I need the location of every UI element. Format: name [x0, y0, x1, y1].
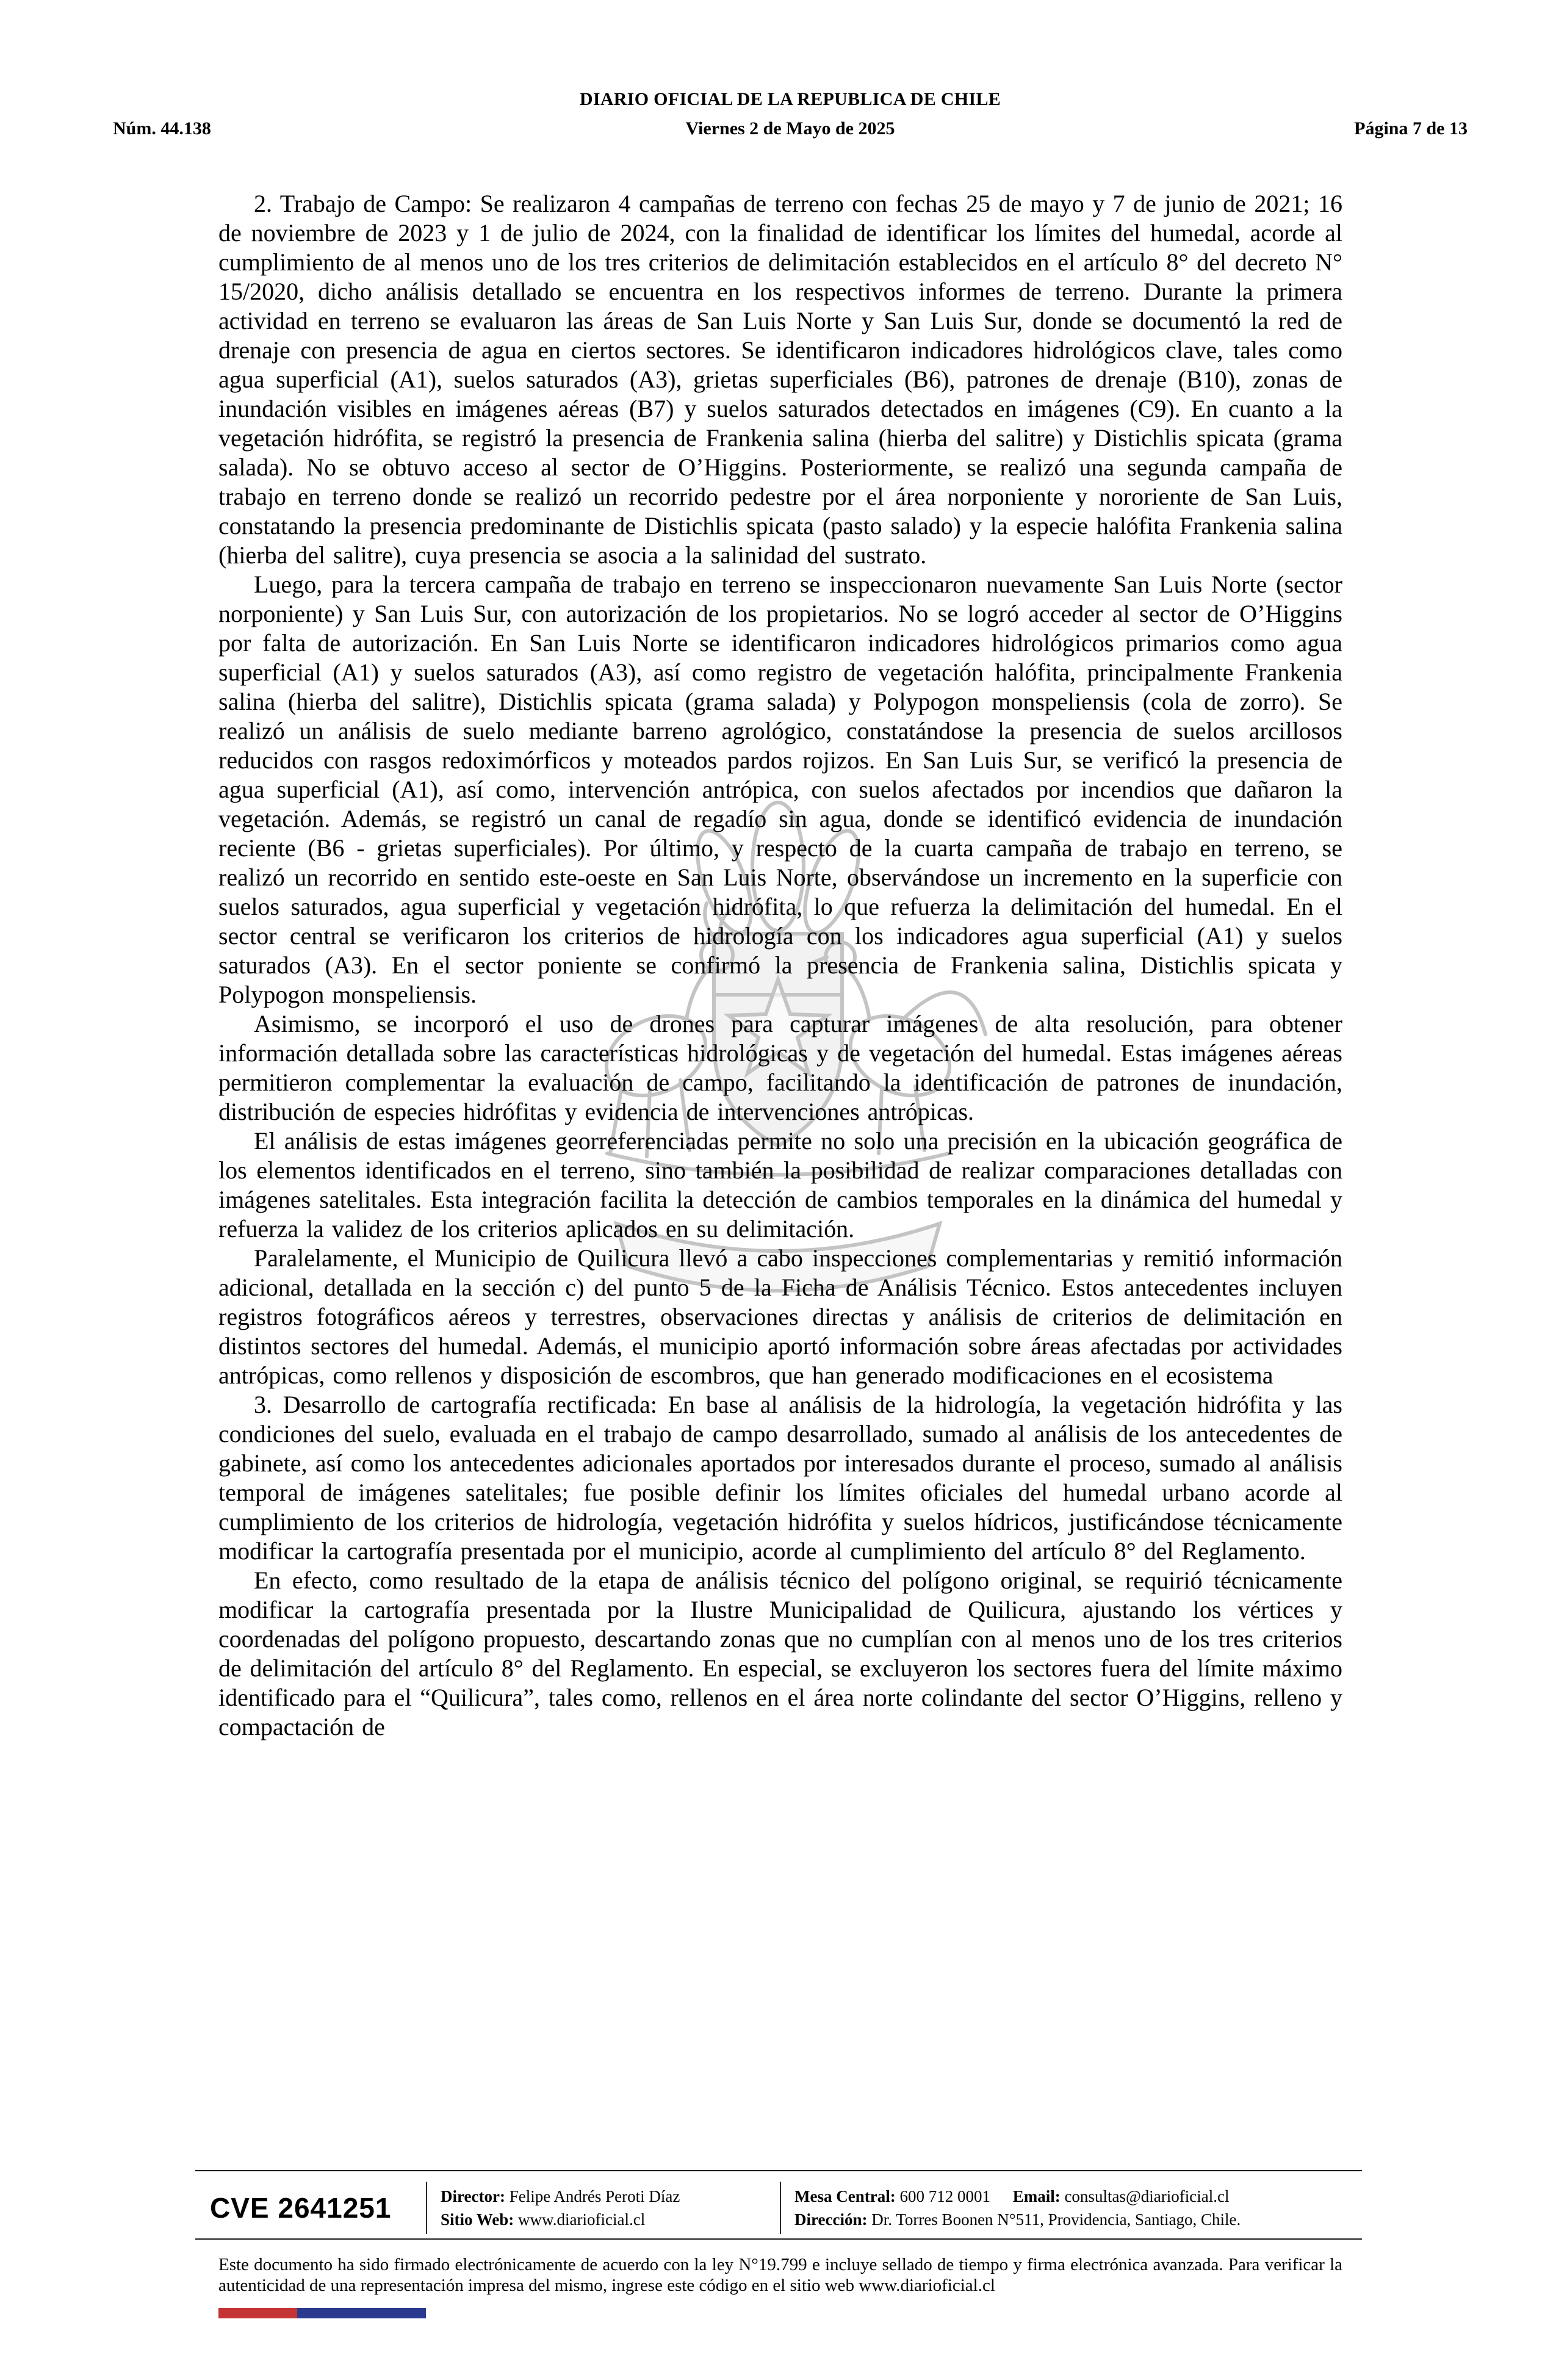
page-header	[113, 89, 1468, 139]
footer-info-bar	[195, 2179, 1362, 2237]
body-paragraph-5: Paralelamente, el Municipio de Quilicura llevó a cabo inspecciones complementarias y remitió información adicional, detallada en la sección c) del punto 5 de la Ficha de Análisis Técnico. Estos antecedentes incluyen registros fotográficos aéreos y terrestres, observaciones directas y análisis de criterios de delimitación en distintos sectores del humedal. Además, el municipio aportó información sobre áreas afectadas por actividades antrópicas, como rellenos y disposición de escombros, que han generado modificaciones en el ecosistema	[218, 1244, 1342, 1389]
header-meta-row	[113, 118, 1468, 139]
body-paragraph-4: El análisis de estas imágenes georreferenciadas permite no solo una precisión en la ubicación geográfica de los elementos identificados en el terreno, sino también la posibilidad de realizar comparaciones detalladas con imágenes satelitales. Esta integración facilita la detección de cambios temporales en la dinámica del humedal y refuerza la validez de los criterios aplicados en su delimitación.	[218, 1127, 1342, 1242]
website-label: Sitio Web:	[441, 2210, 514, 2229]
issue-number: Núm. 44.138	[113, 118, 211, 139]
legal-disclaimer: Este documento ha sido firmado electrónicamente de acuerdo con la ley N°19.799 e incluye sellado de tiempo y firma electrónica avanzada. Para verificar la autenticidad de una representación impresa del mismo, ingrese este código en el sitio web www.diarioficial.cl	[218, 2255, 1342, 2295]
address-label: Dirección:	[794, 2210, 868, 2229]
page-indicator: Página 7 de 13	[1354, 118, 1468, 139]
footer-contact-cell	[781, 2182, 1362, 2234]
body-paragraph-7: En efecto, como resultado de la etapa de análisis técnico del polígono original, se requirió técnicamente modificar la cartografía presentada por la Ilustre Municipalidad de Quilicura, ajustando los vértices y coordenadas del polígono propuesto, descartando zonas que no cumplían con al menos uno de los tres criterios de delimitación del artículo 8° del Reglamento. En especial, se excluyeron los sectores fuera del límite máximo identificado para el “Quilicura”, tales como, rellenos en el área norte colindante del sector O’Higgins, relleno y compactación de	[218, 1567, 1342, 1740]
website-value: www.diarioficial.cl	[518, 2210, 646, 2229]
address-value: Dr. Torres Boonen N°511, Providencia, Santiago, Chile.	[871, 2210, 1241, 2229]
email-value: consultas@diarioficial.cl	[1064, 2187, 1230, 2205]
body-paragraph-1: 2. Trabajo de Campo: Se realizaron 4 campañas de terreno con fechas 25 de mayo y 7 de junio de 2021; 16 de noviembre de 2023 y 1 de julio de 2024, con la finalidad de identificar los límites del humedal, acorde al cumplimiento de al menos uno de los tres criterios de delimitación establecidos en el artículo 8° del decreto N° 15/2020, dicho análisis detallado se encuentra en los respectivos informes de terreno. Durante la primera actividad en terreno se evaluaron las áreas de San Luis Norte y San Luis Sur, donde se documentó la red de drenaje con presencia de agua en ciertos sectores. Se identificaron indicadores hidrológicos clave, tales como agua superficial (A1), suelos saturados (A3), grietas superficiales (B6), patrones de drenaje (B10), zonas de inundación visibles en imágenes aéreas (B7) y suelos saturados detectados en imágenes (C9). En cuanto a la vegetación hidrófita, se registró la presencia de Frankenia salina (hierba del salitre) y Distichlis spicata (grama salada). No se obtuvo acceso al sector de O’Higgins. Posteriormente, se realizó una segunda campaña de trabajo en terreno donde se realizó un recorrido pedestre por el área norponiente y nororiente de San Luis, constatando la presencia predominante de Distichlis spicata (pasto salado) y la especie halófita Frankenia salina (hierba del salitre), cuya presencia se asocia a la salinidad del sustrato.	[218, 190, 1342, 569]
body-paragraph-2: Luego, para la tercera campaña de trabajo en terreno se inspeccionaron nuevamente San Luis Norte (sector norponiente) y San Luis Sur, con autorización de los propietarios. No se logró acceder al sector de O’Higgins por falta de autorización. En San Luis Norte se identificaron indicadores hidrológicos primarios como agua superficial (A1) y suelos saturados (A3), así como registro de vegetación halófita, principalmente Frankenia salina (hierba del salitre), Distichlis spicata (grama salada) y Polypogon monspeliensis (cola de zorro). Se realizó un análisis de suelo mediante barreno agrológico, constatándose la presencia de suelos arcillosos reducidos con rasgos redoximórficos y moteados pardos rojizos. En San Luis Sur, se verificó la presencia de agua superficial (A1), así como, intervención antrópica, con suelos afectados por incendios que dañaron la vegetación. Además, se registró un canal de regadío sin agua, donde se identificó evidencia de inundación reciente (B6 - grietas superficiales). Por último, y respecto de la cuarta campaña de trabajo en terreno, se realizó un recorrido en sentido este-oeste en San Luis Norte, observándose un incremento en la superficie con suelos saturados, agua superficial y vegetación hidrófita, lo que refuerza la delimitación del humedal. En el sector central se verificaron los criterios de hidrología con los indicadores agua superficial (A1) y suelos saturados (A3). En el sector poniente se confirmó la presencia de Frankenia salina, Distichlis spicata y Polypogon monspeliensis.	[218, 571, 1342, 1008]
phone-label: Mesa Central:	[794, 2187, 896, 2205]
director-label: Director:	[441, 2187, 505, 2205]
footer-director-cell	[427, 2182, 780, 2234]
cve-code: CVE 2641251	[210, 2192, 392, 2224]
flag-red-segment	[218, 2308, 297, 2318]
email-label: Email:	[1012, 2187, 1061, 2205]
flag-bar	[218, 2308, 426, 2318]
body-paragraph-6: 3. Desarrollo de cartografía rectificada: En base al análisis de la hidrología, la vegetación hidrófita y las condiciones del suelo, evaluada en el trabajo de campo desarrollado, sumado al análisis de los antecedentes de gabinete, así como los antecedentes adicionales aportados por interesados durante el proceso, sumado al análisis temporal de imágenes satelitales; fue posible definir los límites oficiales del humedal urbano acorde al cumplimiento de los criterios de hidrología, vegetación hidrófita y suelos hídricos, justificándose técnicamente modificar la cartografía presentada por el municipio, acorde al cumplimiento del artículo 8° del Reglamento.	[218, 1391, 1342, 1565]
document-body	[218, 189, 1342, 1742]
issue-date: Viernes 2 de Mayo de 2025	[685, 118, 895, 139]
phone-value: 600 712 0001	[899, 2187, 990, 2205]
body-paragraph-3: Asimismo, se incorporó el uso de drones para capturar imágenes de alta resolución, para obtener información detallada sobre las características hidrológicas y de vegetación del humedal. Estas imágenes aéreas permitieron complementar la evaluación de campo, facilitando la identificación de patrones de inundación, distribución de especies hidrófitas y evidencia de intervenciones antrópicas.	[218, 1010, 1342, 1125]
flag-blue-segment	[297, 2308, 426, 2318]
gazette-title: DIARIO OFICIAL DE LA REPUBLICA DE CHILE	[579, 89, 1001, 109]
footer-bottom-rule	[195, 2238, 1362, 2240]
director-value: Felipe Andrés Peroti Díaz	[509, 2187, 680, 2205]
footer-top-rule	[195, 2170, 1362, 2171]
